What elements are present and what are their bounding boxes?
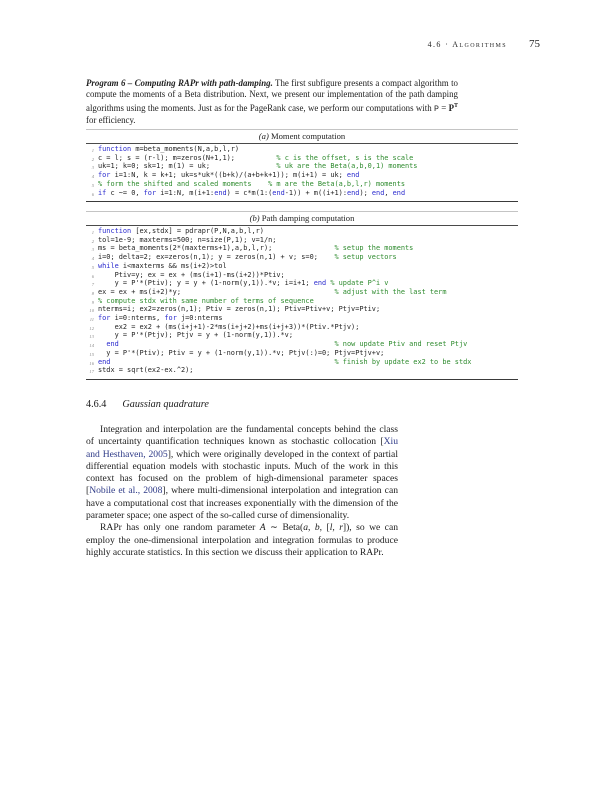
text-segment: A — [259, 522, 266, 534]
line-number: 15 — [89, 351, 94, 357]
matlab-comment: % compute stdx with same number of terms of sequence — [98, 296, 314, 305]
code-line — [88, 367, 518, 376]
line-number: 2 — [91, 238, 94, 244]
text-segment: a — [303, 522, 309, 534]
program-6-caption — [86, 78, 458, 126]
line-number: 5 — [91, 264, 94, 270]
text-segment: , — [332, 522, 340, 534]
code-text: nterms=i; ex2=zeros(n,1); Ptiv = zeros(n,1); Ptiv=Ptiv+v; Ptjv=Ptiv; — [98, 305, 381, 314]
subfigure-label: (b) — [249, 213, 260, 223]
line-number: 5 — [91, 182, 94, 188]
code-text: for i=0:nterms, for j=0:nterms — [98, 314, 223, 323]
line-number: 4 — [91, 174, 94, 180]
code-text: y = P'*(Ptjv); Ptjv = y + (1-norm(y,1)).*v; — [98, 331, 293, 340]
code-text: for i=1:N, k = k+1; uk=s*uk*((b+k)/(a+b+k+1)); m(i+1) = uk; end — [98, 171, 360, 180]
code-text: function m=beta_moments(N,a,b,l,r) — [98, 145, 240, 153]
text-segment: l — [329, 522, 333, 534]
citation-link[interactable]: Xiu and Hesthaven, 2005 — [86, 436, 398, 460]
line-number: 16 — [89, 360, 94, 366]
code-text: ex2 = ex2 + (ms(i+j+1)-2*ms(i+j+2)+ms(i+j+3))*(Ptiv.*Ptjv); — [98, 322, 360, 331]
code-text: c = l; s = (r-l); m=zeros(N+1,1); % c is the offset, s is the scale — [98, 153, 414, 162]
line-number: 6 — [91, 273, 94, 279]
code-text: Ptiv=y; ex = ex + (ms(i+1)-ms(i+2))*Ptiv; — [98, 270, 285, 279]
superscript: T — [453, 102, 458, 109]
line-number: 14 — [89, 343, 94, 349]
section-title: Gaussian quadrature — [122, 399, 209, 410]
section-heading — [86, 399, 426, 410]
code-text: ex = ex + ms(i+2)*y; % adjust with the last term — [98, 287, 447, 296]
matlab-keyword: end — [392, 188, 406, 197]
matlab-comment: % update P^i v — [330, 279, 389, 288]
line-number: 9 — [91, 299, 94, 305]
section-number: 4.6.4 — [86, 399, 107, 410]
line-number: 13 — [89, 334, 94, 340]
code-text: stdx = sqrt(ex2-ex.^2); — [98, 366, 194, 375]
text-segment: ]), so we can employ the one-dimensional interpolation and integration formulas to produce highly accurate statistics. In this section we discuss their application to RAPr. — [86, 522, 398, 558]
code-block-moment-computation — [86, 144, 518, 201]
matlab-comment: % finish by update ex2 to be stdx — [334, 357, 472, 366]
listing-b-caption — [86, 212, 518, 225]
matlab-comment: % uk are the Beta(a,b,0,1) moments — [276, 162, 418, 171]
text-segment: r — [339, 522, 343, 534]
listing-moment-computation — [86, 129, 518, 202]
code-text: function [ex,stdx] = pdrapr(P,N,a,b,l,r) — [98, 227, 264, 235]
line-number: 10 — [89, 308, 94, 314]
code-text: tol=1e-9; maxterms=500; n=size(P,1); v=1/n; — [98, 235, 277, 244]
text-segment: ∼ Beta( — [265, 522, 304, 534]
matlab-keyword: for — [143, 188, 157, 197]
paragraph — [86, 522, 398, 559]
code-text: y = P'*(Ptiv); y = y + (1-norm(y,1)).*v; i=i+1; end % update P^i v — [98, 279, 389, 288]
code-text: ms = beta_moments(2*(maxterms+1),a,b,l,r); % setup the moments — [98, 244, 414, 253]
matlab-keyword: end — [214, 188, 227, 197]
code-block-path-damping — [86, 226, 518, 379]
matlab-keyword: end — [106, 340, 119, 349]
line-number: 3 — [91, 247, 94, 253]
text-segment: , — [308, 522, 315, 534]
line-number: 3 — [91, 165, 94, 171]
subfigure-title: Moment computation — [270, 131, 346, 141]
subfigure-label: (a) — [258, 131, 269, 141]
matlab-keyword: end — [313, 279, 327, 288]
matlab-keyword: end — [98, 357, 111, 366]
line-number: 12 — [89, 325, 94, 331]
line-number: 7 — [91, 282, 94, 288]
line-number: 2 — [91, 156, 94, 162]
page-header — [86, 38, 540, 50]
matlab-comment: % adjust with the last term — [334, 287, 447, 296]
code-text: uk=1; k=0; sk=1; m(1) = uk; % uk are the Beta(a,b,0,1) moments — [98, 162, 418, 171]
code-text: while i<maxterms && ms(i+2)>tol — [98, 261, 227, 270]
line-number: 1 — [91, 230, 94, 235]
matlab-keyword: function — [98, 145, 132, 153]
matlab-keyword: end — [371, 188, 385, 197]
line-number: 4 — [91, 256, 94, 262]
matlab-keyword: while — [98, 261, 119, 270]
line-number: 6 — [91, 191, 94, 197]
text-segment: , [ — [319, 522, 330, 534]
text-segment: ], where multi-dimensional interpolation and integration can have a computational cost that increases exponentially with the dimension of the parameter space; one aspect of the so-called curse of dimensionality. — [86, 485, 398, 522]
citation-link[interactable]: Nobile et al., 2008 — [89, 485, 163, 497]
code-text: y = P'*(Ptiv); Ptiv = y + (1-norm(y,1)).*v; Ptjv(:)=0; Ptjv=Ptjv+v; — [98, 348, 385, 357]
listing-bottom-rule — [86, 201, 518, 202]
matlab-comment: % now update Ptiv and reset Ptjv — [334, 340, 468, 349]
line-number: 11 — [89, 317, 94, 323]
matlab-keyword: function — [98, 227, 132, 235]
text-segment: b — [314, 522, 320, 534]
listing-bottom-rule — [86, 379, 518, 380]
matlab-keyword: end — [346, 171, 360, 180]
page-number: 75 — [529, 38, 540, 50]
text-segment: The first subfigure presents a compact algorithm to compute the moments of a Beta distribution. Next, we present our implementation of the path damping algorithms using the moments. Just as for the PageRank case, we perform our computations with — [86, 78, 458, 113]
matlab-keyword: if — [98, 188, 107, 197]
matlab-comment: % form the shifted and scaled moments % m are the Beta(a,b,l,r) moments — [98, 179, 405, 188]
line-number: 1 — [91, 148, 94, 153]
matlab-comment: % setup the moments — [334, 244, 414, 253]
text-segment: RAPr has only one random parameter — [100, 522, 260, 534]
listing-path-damping — [86, 211, 518, 380]
paragraph — [86, 424, 398, 522]
matlab-keyword: end — [272, 188, 285, 197]
matlab-comment: % c is the offset, s is the scale — [276, 153, 414, 162]
matlab-comment: % setup vectors — [334, 253, 397, 262]
matlab-keyword: end — [346, 188, 360, 197]
running-head: 4.6 · Algorithms — [427, 40, 507, 49]
matlab-keyword: for — [98, 171, 111, 180]
body-text — [86, 424, 398, 559]
matlab-keyword: for — [98, 314, 111, 323]
listing-a-caption — [86, 130, 518, 143]
line-number: 17 — [89, 369, 94, 375]
text-segment: $P^T$ — [448, 102, 458, 113]
text-segment: Program 6 – Computing RAPr with path-damping. — [86, 78, 273, 88]
text-segment: for efficiency. — [86, 114, 136, 125]
text-segment: ], which were originally developed in the context of partial differential equation models with stochastic inputs. Much of the work in this context has focused on the problem of high-dimensional parameter spaces [ — [86, 448, 398, 497]
subfigure-title: Path damping computation — [261, 213, 355, 223]
line-number: 8 — [91, 290, 94, 296]
code-line — [88, 190, 518, 199]
code-text: i=0; delta=2; ex=zeros(n,1); y = zeros(n,1) + v; s=0; % setup vectors — [98, 253, 397, 262]
text-segment: Integration and interpolation are the fundamental concepts behind the class of uncertainty quantification techniques known as stochastic collocation [ — [86, 424, 398, 448]
text-segment: = — [438, 102, 449, 113]
matlab-keyword: for — [164, 314, 177, 323]
code-text: if c ~= 0, for i=1:N, m(i+1:end) = c*m(1:(end-1)) + m((i+1):end); end, end — [98, 188, 406, 197]
text-segment: P — [433, 104, 439, 114]
